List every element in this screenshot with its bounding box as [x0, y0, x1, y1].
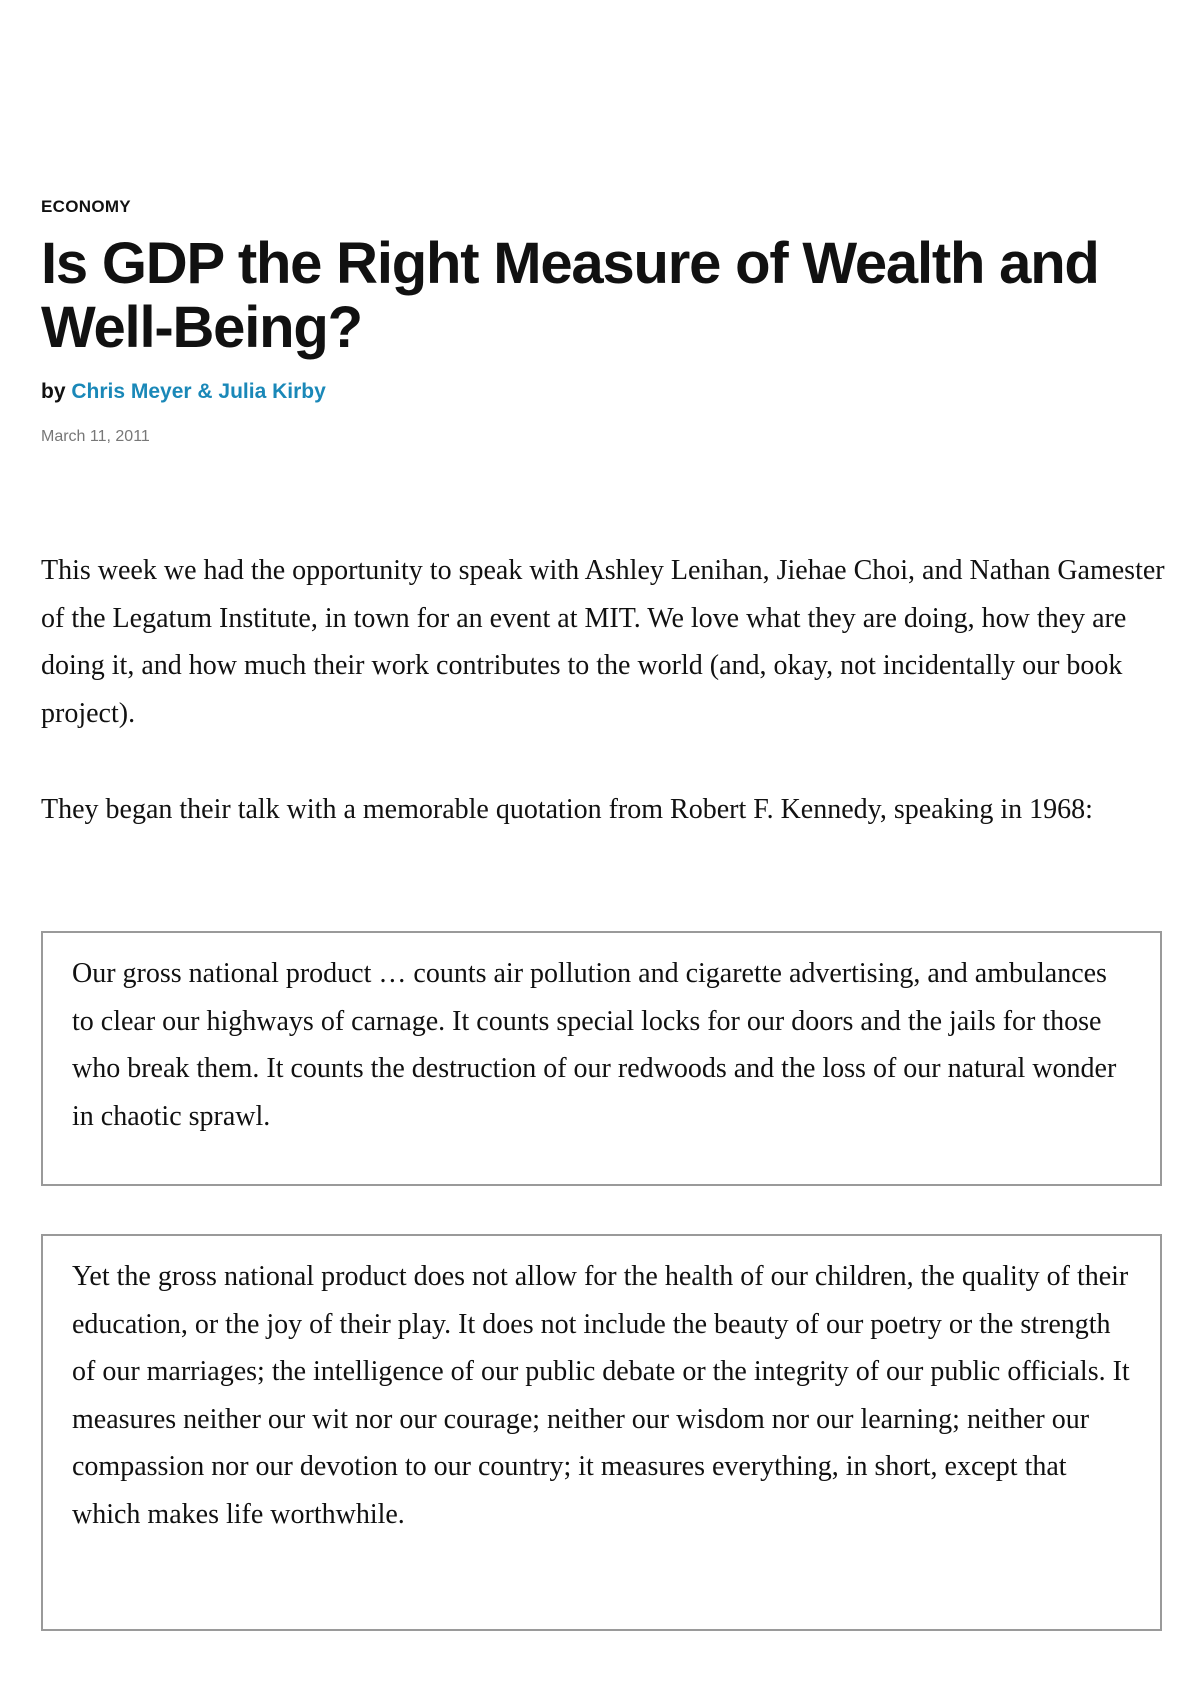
byline-prefix: by: [41, 380, 72, 403]
quote-text: Yet the gross national product does not allow for the health of our children, the quality of their education, or the joy of their play. It does not include the beauty of our poetry or the strength of our marriages; the intelligence of our public debate or the integrity of our public officials. It measures neither our wit nor our courage; neither our wisdom nor our learning; neither our compassion nor our devotion to our country; it measures everything, in short, except that which makes life worthwhile.: [72, 1261, 1130, 1530]
quote-text: Our gross national product … counts air pollution and cigarette advertising, and ambulances to clear our highways of carnage. It counts special locks for our doors and the jails for those who break them. It counts the destruction of our redwoods and the loss of our natural wonder in chaotic sprawl.: [72, 958, 1117, 1132]
byline: [41, 380, 326, 404]
blockquote: [41, 931, 1162, 1186]
blockquote: [41, 1234, 1162, 1631]
article-headline: Is GDP the Right Measure of Wealth and Well-Being?: [41, 231, 1099, 360]
author-links[interactable]: Chris Meyer & Julia Kirby: [71, 380, 326, 403]
body-paragraph: This week we had the opportunity to speak with Ashley Lenihan, Jiehae Choi, and Nathan Gamester of the Legatum Institute, in town for an event at MIT. We love what they are doing, how they are doing it, and how much their work contributes to the world (and, okay, not incidentally our book project).: [41, 555, 1165, 729]
body-paragraph: They began their talk with a memorable quotation from Robert F. Kennedy, speaking in 1968:: [41, 794, 1093, 825]
publish-date: March 11, 2011: [41, 428, 150, 445]
category-label[interactable]: ECONOMY: [41, 197, 131, 216]
